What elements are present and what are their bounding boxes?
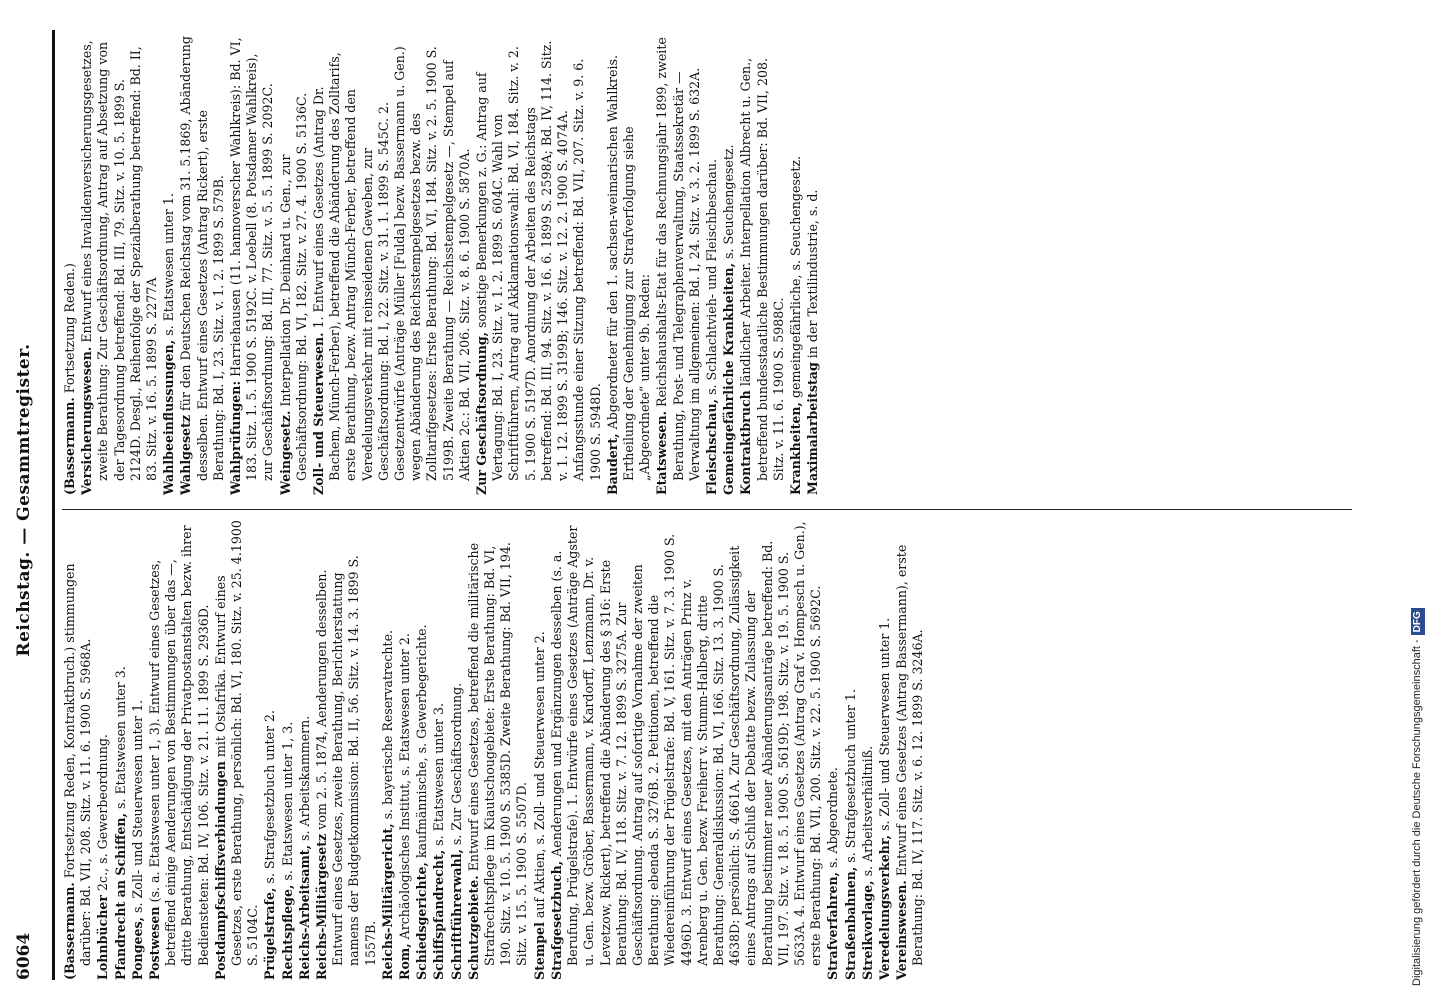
entry-text: s. Seuchengesetz. (721, 144, 737, 259)
entry-heading: Lohnbücher (95, 894, 111, 980)
entry-heading: Gemeingefährliche Krankheiten, (721, 263, 737, 495)
entry-text: Entwurf eines Gesetzes (Antrag Bassermann), erste Berathung: Bd. IV, 117. Sitz. v. 6. 12. 1899 S. 3246A. (894, 544, 926, 966)
entry-heading: Schriftführerwahl, (448, 849, 464, 980)
index-entry (843, 520, 859, 980)
index-entry (825, 520, 841, 980)
index-entry (311, 35, 473, 495)
entry-heading: Maximalarbeitstag (805, 362, 821, 495)
index-entry (704, 35, 720, 495)
index-entry (414, 520, 430, 980)
index-entry (431, 520, 447, 980)
entry-text: für den Deutschen Reichstag vom 31. 5.1869, Abänderung desselben. Entwurf eines Gesetzes (Antrag Rickert), erste Berathung: Bd. I, 23. Sitz. v. 1. 2. 1899 S. 579B. (178, 36, 226, 481)
index-entry (380, 520, 396, 980)
entry-heading: Schiedsgerichte, (414, 862, 430, 980)
entry-heading: Fleischschau, (703, 398, 719, 495)
entry-heading: (Bassermann. (62, 397, 77, 495)
index-entry (178, 35, 227, 495)
entry-heading: Pongees, (129, 917, 145, 980)
index-entry (314, 520, 379, 980)
index-entry (213, 520, 262, 980)
entry-heading: Baudert, (604, 433, 620, 495)
index-entry (79, 35, 160, 495)
index-entry (130, 520, 146, 980)
right-column (62, 35, 822, 495)
index-entry (466, 520, 531, 980)
entry-text: ländlicher Arbeiter. Interpellation Albrecht u. Gen., betreffend bundesstaatliche Bestimmungen darüber: Bd. VII, 208. Sitz. v. 11. 6. 1900 S. 5988C. (738, 57, 786, 481)
index-entry (95, 520, 111, 980)
entry-heading: Reichs-Arbeitsamt, (296, 844, 312, 980)
entry-text: s. Etatswesen unter 1. (161, 193, 177, 336)
entry-heading: Wahlgesetz (178, 414, 194, 495)
index-entry (228, 35, 277, 495)
entry-text: auf Aktien, s. Zoll- und Steuerwesen unter 2. (531, 631, 547, 919)
entry-heading: Streikvorlage, (859, 880, 875, 980)
index-entry (860, 520, 876, 980)
index-entry (297, 520, 313, 980)
entry-text: s. Zoll- und Steuerwesen unter 1. (129, 699, 145, 913)
entry-text: Reichshaushalts-Etat für das Rechnungsjahr 1899, zweite Berathung, Post- und Telegraphenverwaltung, Staatssekretär — Verwaltung im allgemeinen: Bd. I, 24. Sitz. v. 3. 2. 1899 S. 632A. (654, 37, 702, 481)
entry-text: s. Schlachtvieh- und Fleischbeschau. (703, 159, 719, 395)
index-entry (147, 520, 212, 980)
index-entry (262, 520, 278, 980)
entry-heading: Rechtspflege, (279, 884, 295, 980)
index-entry (449, 520, 465, 980)
entry-heading: Schiffspfandrecht, (431, 849, 447, 980)
index-entry (278, 35, 310, 495)
entry-heading: Wahlbeeinflussungen, (161, 339, 177, 495)
entry-heading: Vereinswesen. (894, 880, 910, 980)
entry-text: s. Arbeitsverhältniß. (859, 745, 875, 877)
entry-heading: Wahlprüfungen: (228, 380, 244, 495)
index-entry (654, 35, 703, 495)
entry-text: Harriehausen (11. hannoverscher Wahlkreis): Bd. VI, 183. Sitz. 1. 5. 1900 S. 5192C. v. Loebell (8. Potsdamer Wahlkreis), zur Geschäftsordnung: Bd. III, 77. Sitz. v. 5. 5. 1899 S. 2092C. (228, 37, 276, 481)
index-entry (474, 35, 604, 495)
digitization-note (1402, 0, 1432, 1000)
entry-heading: Pfandrecht an Schiffen, (112, 813, 128, 980)
index-entry (280, 520, 296, 980)
entry-heading: Strafgesetzbuch, (548, 860, 564, 980)
entry-text: s. Strafgesetzbuch unter 2. (262, 710, 278, 884)
index-entry (605, 35, 654, 495)
column-divider (62, 509, 1352, 510)
entry-text: mit Ostafrika. Entwurf eines Gesetzes, erste Berathung, persönlich: Bd. VI, 180. Sitz. v. 25. 4.1900 S. 5104C. (212, 520, 261, 966)
entry-text: vom 2. 5. 1874, Aenderungen desselben. Entwurf eines Gesetzes, zweite Berathung, Berichterstattung namens der Budgetkommission: Bd. II, 56. Sitz. v. 14. 3. 1899 S. 1557B. (314, 555, 378, 966)
entry-text: s. Abgeordnete. (825, 767, 841, 868)
entry-heading: Strafverfahren, (825, 871, 841, 980)
entry-heading: Veredelungsverkehr, (876, 834, 892, 980)
entry-text: Archäologisches Institut, s. Etatswesen unter 2. (397, 633, 413, 940)
entry-heading: (Bassermann. (62, 882, 77, 980)
entry-heading: Stempel (531, 922, 547, 980)
entry-text: 1. Entwurf eines Gesetzes (Antrag Dr. Bachem, Münch-Ferber), betreffend die Abänderung des Zolltarifs, erste Berathung, bezw. Antrag Münch-Ferber, betreffend den Veredelungsverkehr mit reinseidenen Geweben, zur Geschäftsordnung: Bd. I, 22. Sitz. v. 31. 1. 1899 S. 545C. 2. Gesetzentwürfe (Anträge Müller [Fulda] bezw. Bassermann u. Gen.) wegen Abänderung des Reichsstempelgesetzes bezw. des Zolltarifgesetzes: Erste Berathung: Bd. VI, 184. Sitz. v. 2. 5. 1900 S. 5199B. Zweite Berathung — Reichsstempelgesetz —, Stempel auf Aktien 2c.: Bd. VII, 206. Sitz. v. 8. 6. 1900 S. 5870A. (311, 46, 472, 481)
running-head: Reichstag. — Gesammtregister. (14, 343, 34, 657)
entry-text: Abgeordneter für den 1. sachsen-weimarischen Wahlkreis. Ertheilung der Genehmigung zur Strafverfolgung siehe „Abgeordnete“ unter 9b. Reden: (604, 55, 653, 481)
index-entry (62, 520, 94, 980)
entry-heading: Zoll- und Steuerwesen. (311, 332, 327, 495)
entry-text: kaufmännische, s. Gewerbegerichte. (414, 624, 430, 859)
entry-text: Entwurf eines Invalidenversicherungsgesetzes, zweite Berathung: Zur Geschäftsordnung, Antrag auf Absetzung von der Tagesordnung betreffend: Bd. III, 79. Sitz. v. 10. 5. 1899 S. 2124D. Desgl., Reihenfolge der Spezialberathung betreffend: Bd. II, 83. Sitz. v. 16. 5. 1899 S. 2277A (79, 40, 160, 481)
entry-text: s. Etatswesen unter 3. (112, 666, 128, 809)
header-rule (52, 30, 55, 980)
digitization-text: Digitalisierung gefördert durch die Deutsche Forschungsgemeinschaft - (1411, 639, 1423, 986)
entry-text: s. Arbeitskammern. (296, 715, 312, 841)
index-entry (738, 35, 787, 495)
index-entry (894, 520, 926, 980)
entry-heading: Zur Geschäftsordnung, (474, 331, 490, 495)
index-entry (549, 520, 824, 980)
entry-heading: Rom, (397, 943, 413, 980)
entry-text: Aenderungen und Ergänzungen desselben (s. a. Berufung, Prügelstrafe). 1. Entwürfe eines Gesetzes (Anträge Agster u. Gen. bezw. Gröber, Bassermann, v. Kardorff, Lenzmann, Dr. v. Levetzow, Rickert), betreffend die Abänderung des § 316: Erste Berathung: Bd. IV, 118. Sitz. v. 7. 12. 1899 S. 3275A. Zur Geschäftsordnung. Antrag auf sofortige Vornahme der zweiten Berathung: ebenda S. 3276B. 2. Petitionen, betreffend die Wiedereinführung der Prügelstrafe: Bd. V, 161. Sitz. v. 7. 3. 1900 S. 4496D. 3. Entwurf eines Gesetzes, mit den Anträgen Prinz v. Arenberg u. Gen. bezw. Freiherr v. Stumm-Halberg, dritte Berathung: Generaldiskussion: Bd. VI, 166. Sitz. 13. 3. 1900 S. 4638D: persönlich: S. 4661A. Zur Geschäftsordnung, Zulässigkeit eines Antrags auf Schluß der Debatte bezw. Zulassung der Berathung bestimmter neuer Abänderungsanträge betreffend: Bd. VII, 197. Sitz. v. 18. 5. 1900 S. 5619D; 198. Sitz. v. 19. 5. 1900 S. 5633A. 4. Entwurf eines Gesetzes (Antrag Graf v. Hompesch u. Gen.), erste Berathung: Bd. VII, 200. Sitz. v. 22. 5. 1900 S. 5692C. (548, 521, 824, 966)
entry-heading: Postdampfschiffsverbindungen (212, 761, 228, 980)
page-number: 6064 (14, 932, 34, 980)
index-entry (788, 35, 804, 495)
entry-heading: Weingesetz. (277, 410, 293, 495)
entry-text: s. bayerische Reservatrechte. (379, 629, 395, 820)
index-entry (161, 35, 177, 495)
entry-heading: Schutzgebiete. (465, 875, 481, 980)
entry-heading: Reichs-Militärgericht, (379, 823, 395, 980)
page-header (6, 20, 46, 980)
index-entry (805, 35, 821, 495)
entry-heading: Postwesen (147, 906, 163, 980)
entry-text: Fortsetzung Reden, Kontraktbruch.) stimmungen darüber: Bd. VII, 208. Sitz. v. 11. 6. 1900 S. 5968A. (62, 563, 94, 966)
entry-heading: Reichs-Militärgesetz (314, 833, 330, 980)
entry-heading: Prügelstrafe, (262, 887, 278, 980)
entry-text: Entwurf eines Gesetzes, betreffend die militärische Strafrechtspflege im Kiautschougebiete: Erste Berathung: Bd. VI, 190. Sitz. v. 10. 5. 1900 S. 5385D. Zweite Berathung: Bd. VII, 194. Sitz. v. 15. 5. 1900 S. 5507D. (465, 542, 530, 966)
entry-text: Interpellation Dr. Deinhard u. Gen., zur Geschäftsordnung: Bd. VI, 182. Sitz. v. 27. 4. 1900 S. 5136C. (277, 92, 309, 481)
index-entry (721, 35, 737, 495)
entry-heading: Krankheiten, (787, 402, 803, 495)
entry-text: s. Etatswesen unter 3. (431, 703, 447, 846)
entry-text: s. Etatswesen unter 1, 3. (279, 721, 295, 881)
dfg-logo: DFG (1411, 608, 1425, 635)
entry-text: s. Strafgesetzbuch unter 1. (842, 689, 858, 863)
index-entry (62, 35, 78, 495)
left-column (62, 520, 928, 980)
entry-heading: Kontraktbruch (738, 390, 754, 495)
entry-text: Fortsetzung Reden.) (62, 263, 77, 394)
index-entry (397, 520, 413, 980)
index-entry (532, 520, 548, 980)
entry-text: (s. a. Etatswesen unter 1, 3). Entwurf eines Gesetzes, betreffend einige Aenderungen von Bestimmungen über das —, dritte Berathung, Entschädigung der Privatpostanstalten bezw. ihrer Bediensteten: Bd. IV, 106. Sitz. v. 21. 11. 1899 S. 2936D. (147, 525, 211, 966)
entry-text: gemeingefährliche, s. Seuchengesetz. (787, 155, 803, 399)
entry-text: 2c., s. Gewerbeordnung. (95, 734, 111, 891)
entry-text: s. Zoll- und Steuerwesen unter 1. (876, 617, 892, 831)
entry-heading: Etatswesen. (654, 411, 670, 495)
entry-heading: Versicherungswesen. (79, 346, 95, 495)
entry-text: in der Textilindustrie, s. d. (805, 189, 821, 359)
index-entry (877, 520, 893, 980)
index-entry (113, 520, 129, 980)
entry-text: s. Zur Geschäftsordnung. (448, 682, 464, 846)
entry-text: sonstige Bemerkungen z. G.: Antrag auf Vertagung: Bd. I, 23. Sitz. v. 1. 2. 1899 S. 604C. Wahl von Schriftführern, Antrag auf Akklamationswahl: Bd. VI, 184. Sitz. v. 2. 5. 1900 S. 5197D. Anordnung der Arbeiten des Reichstags betreffend: Bd. III, 94. Sitz. v. 16. 6. 1899 S. 2598A; Bd. IV, 114. Sitz. v. 1. 12. 1899 S. 3199B; 146. Sitz. v. 12. 2. 1900 S. 4074A. Anfangsstunde einer Sitzung betreffend: Bd. VII, 207. Sitz. v. 9. 6. 1900 S. 5948D. (474, 40, 603, 481)
entry-heading: Straßenbahnen, (842, 866, 858, 980)
